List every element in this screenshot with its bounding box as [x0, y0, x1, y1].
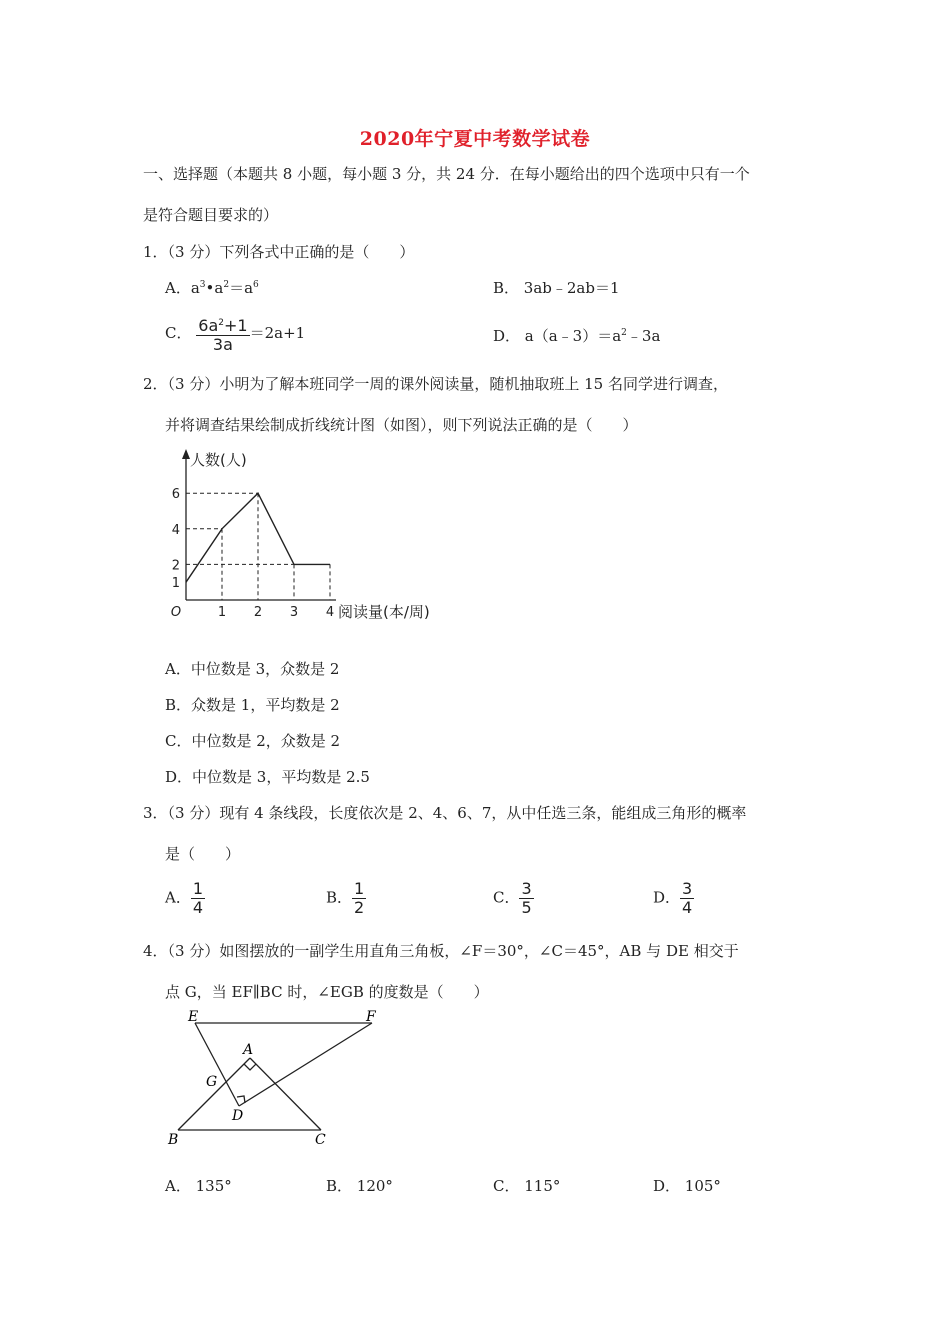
label-f: F: [366, 1009, 376, 1025]
y-tick-4: 4: [171, 522, 180, 538]
q1-d-exp: 2: [621, 328, 627, 338]
x-tick-4: 4: [325, 605, 335, 620]
q1-a-exp1: 3: [199, 280, 206, 290]
q3-c-den: 5: [521, 898, 532, 917]
q3-option-a: [165, 880, 205, 917]
q3-option-c: [493, 880, 534, 917]
q1-a-exp2: 2: [223, 280, 230, 290]
q3-d-label: D．: [653, 888, 681, 907]
q4-option-a: A． 135°: [165, 1177, 232, 1195]
q3-a-num: 1: [192, 879, 204, 898]
x-axis-label: 阅读量(本/周): [338, 603, 430, 621]
q3-b-den: 2: [354, 898, 365, 917]
label-g: G: [206, 1074, 218, 1090]
section-heading-line2: 是符合题目要求的）: [143, 206, 279, 224]
label-e: E: [188, 1009, 199, 1025]
q4-option-d: D． 105°: [653, 1177, 721, 1195]
q2-option-b: B．众数是 1，平均数是 2: [165, 696, 340, 714]
y-axis-arrow: [182, 449, 190, 459]
q1-option-a: [165, 277, 259, 298]
q1-option-b: B． 3ab﹣2ab＝1: [493, 279, 620, 297]
q1-a-exp3: 6: [253, 280, 259, 290]
q3-a-label: A．: [165, 888, 191, 907]
q2-stem-line1: 2．（3 分）小明为了解本班同学一周的课外阅读量，随机抽取班上 15 名同学进行调查，: [143, 375, 728, 393]
q1-a-eq: ＝a: [229, 279, 254, 297]
q3-d-num: 3: [682, 879, 693, 898]
page-title: 2020年宁夏中考数学试卷: [359, 128, 591, 150]
q1-c-num: 6a: [198, 316, 219, 335]
line-chart: [160, 445, 460, 630]
q1-c-num-tail: +1: [223, 316, 248, 335]
q1-a-mid: •a: [205, 279, 224, 297]
q3-option-b: [326, 880, 366, 917]
q1-stem: 1．（3 分）下列各式中正确的是（ ）: [143, 243, 415, 261]
triangle-figure: [160, 1008, 390, 1153]
x-tick-1: 1: [217, 605, 227, 620]
q1-d-tail: ﹣3a: [626, 327, 661, 345]
q3-stem-line1: 3．（3 分）现有 4 条线段，长度依次是 2、4、6、7，从中任选三条，能组成三角形的概率: [143, 804, 747, 822]
q4-stem-line2: 点 G，当 EF∥BC 时，∠EGB 的度数是（ ）: [165, 983, 489, 1001]
segment-df: [239, 1023, 372, 1106]
right-angle-mark-a: [244, 1064, 256, 1070]
section-heading-line1: 一、选择题（本题共 8 小题，每小题 3 分，共 24 分．在每小题给出的四个选项中只有一个: [143, 165, 750, 183]
q1-a-base: a: [190, 279, 200, 297]
q3-c-label: C．: [493, 888, 520, 907]
q3-d-den: 4: [682, 898, 693, 917]
q1-c-den: 3a: [212, 335, 233, 354]
segment-ac: [250, 1058, 321, 1130]
y-tick-1: 1: [171, 576, 180, 592]
x-tick-3: 3: [289, 605, 299, 620]
segment-ed: [195, 1023, 239, 1106]
q1-option-c: [165, 314, 305, 354]
q4-option-b: B． 120°: [326, 1177, 393, 1195]
q2-option-a: A．中位数是 3，众数是 2: [165, 660, 340, 678]
y-axis-label: 人数(人): [190, 451, 247, 469]
chart-root: [171, 449, 430, 621]
q2-stem-line2: 并将调查结果绘制成折线统计图（如图），则下列说法正确的是（ ）: [165, 416, 638, 434]
q1-option-c-label: C．: [165, 324, 192, 342]
label-d: D: [232, 1108, 244, 1124]
label-a: A: [243, 1042, 254, 1058]
q3-c-num: 3: [521, 879, 532, 898]
q3-b-label: B．: [326, 888, 353, 907]
label-c: C: [315, 1132, 326, 1148]
q1-d-text: D． a（a﹣3）＝a: [493, 327, 622, 345]
q4-option-c: C． 115°: [493, 1177, 561, 1195]
q2-option-c: C．中位数是 2，众数是 2: [165, 732, 341, 750]
y-tick-2: 2: [171, 558, 180, 574]
q1-option-a-label: A．: [165, 279, 191, 297]
q4-stem-line1: 4．（3 分）如图摆放的一副学生用直角三角板，∠F＝30°，∠C＝45°，AB 与 DE 相交于: [143, 942, 739, 960]
x-tick-2: 2: [253, 605, 263, 620]
y-tick-6: 6: [171, 487, 180, 503]
q1-option-d: [493, 325, 660, 346]
q1-c-num-exp: 2: [218, 318, 224, 328]
q3-stem-line2: 是（ ）: [165, 845, 241, 863]
right-angle-mark-d: [237, 1096, 245, 1103]
q2-option-d: D．中位数是 3，平均数是 2.5: [165, 768, 370, 786]
q3-b-num: 1: [354, 879, 365, 898]
q1-c-fraction: [196, 314, 249, 354]
q1-c-tail: ＝2a+1: [249, 324, 306, 342]
origin-label: O: [170, 605, 182, 620]
q3-option-d: [653, 880, 694, 917]
label-b: B: [168, 1132, 179, 1148]
q3-a-den: 4: [192, 898, 204, 917]
